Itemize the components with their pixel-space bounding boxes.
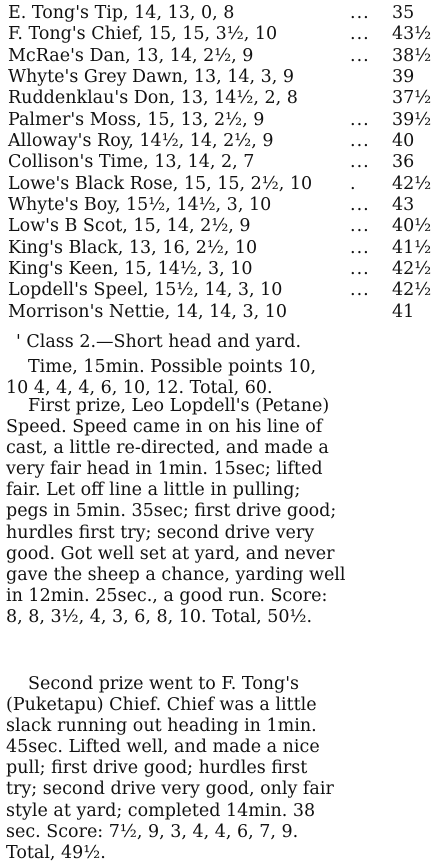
paragraph-line: Speed. Speed came in on his line of (6, 417, 323, 438)
result-score: 37½ (392, 88, 431, 109)
result-entry: King's Black, 13, 16, 2½, 10 (8, 237, 258, 258)
result-score: 42½ (392, 173, 431, 194)
result-score: 40 (392, 131, 415, 152)
paragraph-line: Total, 49½. (6, 842, 106, 863)
result-score: 42½ (392, 259, 431, 280)
time-points-paragraph (6, 357, 424, 399)
result-score: 43 (392, 195, 415, 216)
paragraph-line: (Puketapu) Chief. Chief was a little (6, 695, 317, 716)
result-row (8, 259, 431, 280)
result-entry: Palmer's Moss, 15, 13, 2½, 9 (8, 109, 265, 130)
paragraph-line: sec. Score: 7½, 9, 3, 4, 4, 6, 7, 9. (6, 821, 299, 842)
result-row (8, 173, 431, 195)
result-row (8, 131, 426, 152)
result-leader: ... (350, 195, 370, 216)
paragraph-line: First prize, Leo Lopdell's (Petane) (28, 396, 330, 416)
result-leader: ... (350, 3, 370, 23)
result-score: 41½ (392, 237, 431, 258)
result-leader: ... (350, 24, 370, 45)
paragraph-line: good. Got well set at yard, and never (6, 543, 335, 564)
result-leader: ... (350, 216, 370, 237)
second-prize-paragraph (6, 674, 424, 864)
result-row (8, 195, 426, 216)
paragraph-line: slack running out heading in 1min. (6, 716, 317, 737)
result-row (8, 302, 426, 323)
result-entry: Morrison's Nettie, 14, 14, 3, 10 (8, 301, 288, 322)
result-score: 39½ (392, 109, 431, 130)
paragraph-line: pull; first drive good; hurdles first (6, 758, 308, 779)
result-row (8, 152, 426, 173)
result-entry: Whyte's Grey Dawn, 13, 14, 3, 9 (8, 67, 295, 88)
paragraph-line: 8, 8, 3½, 4, 3, 6, 8, 10. Total, 50½. (6, 606, 313, 627)
result-entry: E. Tong's Tip, 14, 13, 0, 8 (8, 3, 235, 23)
result-row (8, 88, 431, 109)
paragraph-line: very fair head in 1min. 15sec; lifted (6, 459, 323, 480)
result-row (8, 237, 431, 259)
result-score: 42½ (392, 280, 431, 301)
result-row (8, 3, 426, 24)
result-score: 38½ (392, 45, 431, 66)
result-score: 35 (392, 3, 415, 23)
result-entry: Lowe's Black Rose, 15, 15, 2½, 10 (8, 173, 313, 194)
result-row (8, 24, 431, 45)
result-leader: ... (350, 237, 370, 258)
result-score: 40½ (392, 216, 431, 237)
class-2-heading: ' Class 2.—Short head and yard. (16, 332, 302, 352)
result-row (8, 109, 431, 131)
result-entry: Whyte's Boy, 15½, 14½, 3, 10 (8, 195, 272, 216)
result-entry: Alloway's Roy, 14½, 14, 2½, 9 (8, 131, 274, 152)
result-leader: ... (350, 45, 370, 66)
paragraph-line: 10 4, 4, 4, 6, 10, 12. Total, 60. (6, 378, 273, 399)
result-row (8, 216, 431, 237)
paragraph-line: 45sec. Lifted well, and made a nice (6, 737, 320, 758)
result-leader: ... (350, 280, 370, 301)
class-1-results-list (8, 3, 431, 323)
result-entry: McRae's Dan, 13, 14, 2½, 9 (8, 45, 254, 66)
first-prize-paragraph (6, 396, 424, 628)
paragraph-line: gave the sheep a chance, yarding well (6, 564, 346, 585)
paragraph-line: Second prize went to F. Tong's (28, 674, 300, 694)
result-row (8, 280, 431, 301)
paragraph-line: in 12min. 25sec., a good run. Score: (6, 585, 328, 606)
paragraph-line: Time, 15min. Possible points 10, (28, 357, 317, 377)
paragraph-line: style at yard; completed 14min. 38 (6, 800, 316, 821)
result-entry: Collison's Time, 13, 14, 2, 7 (8, 152, 255, 173)
paragraph-line: pegs in 5min. 35sec; first drive good; (6, 501, 337, 522)
result-entry: F. Tong's Chief, 15, 15, 3½, 10 (8, 24, 278, 45)
result-row (8, 45, 431, 67)
paragraph-line: fair. Let off line a little in pulling; (6, 480, 301, 501)
result-leader: . (350, 173, 357, 194)
result-entry: King's Keen, 15, 14½, 3, 10 (8, 259, 253, 280)
result-score: 43½ (392, 24, 431, 45)
paragraph-line: hurdles first try; second drive very (6, 522, 315, 543)
result-entry: Ruddenklau's Don, 13, 14½, 2, 8 (8, 88, 298, 109)
result-row (8, 67, 426, 88)
result-leader: ... (350, 131, 370, 152)
result-score: 39 (392, 67, 415, 88)
paragraph-line: cast, a little re-directed, and made a (6, 438, 329, 459)
result-entry: Low's B Scot, 15, 14, 2½, 9 (8, 216, 251, 237)
result-entry: Lopdell's Speel, 15½, 14, 3, 10 (8, 280, 283, 301)
result-score: 36 (392, 152, 415, 173)
result-leader: ... (350, 152, 370, 173)
paragraph-line: try; second drive very good, only fair (6, 779, 334, 800)
result-leader: ... (350, 259, 370, 280)
result-score: 41 (392, 301, 415, 322)
result-leader: ... (350, 109, 370, 130)
